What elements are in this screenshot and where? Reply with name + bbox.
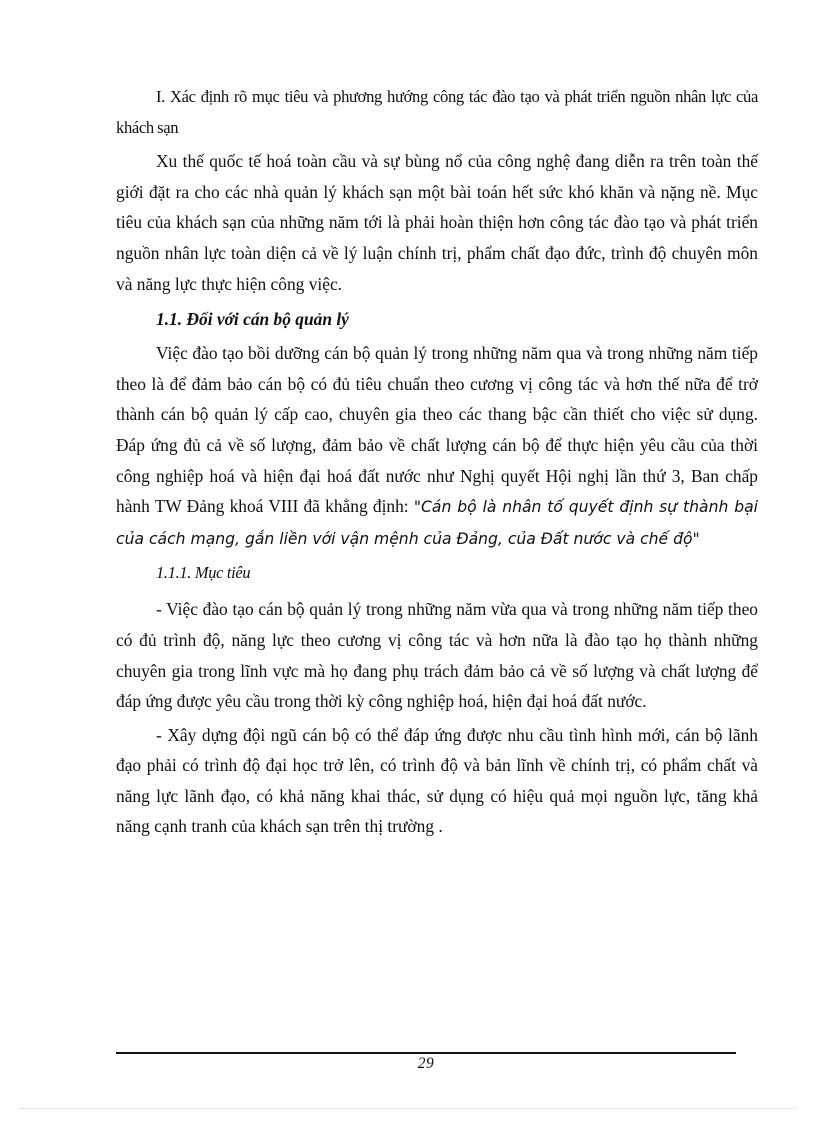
subsection-paragraph: [116, 338, 758, 554]
page-number: 29: [417, 1055, 435, 1072]
subsection-paragraph-lead: Việc đào tạo bồi dưỡng cán bộ quản lý trong những năm qua và trong những năm tiếp theo là để đảm bảo cán bộ có đủ tiêu chuẩn theo cương vị công tác và hơn thế nữa để trở thành cán bộ quản lý cấp cao, chuyên gia theo các thang bậc cần thiết cho việc sử dụng. Đáp ứng đủ cả về số lượng, đảm bảo về chất lượng cán bộ để thực hiện yêu cầu của thời công nghiệp hoá và hiện đại hoá đất nước như Nghị quyết Hội nghị lần thứ 3, Ban chấp hành TW Đảng khoá VIII đã khẳng định:: [116, 343, 758, 517]
intro-paragraph: Xu thế quốc tế hoá toàn cầu và sự bùng nổ của công nghệ đang diễn ra trên toàn thế giới đặt ra cho các nhà quản lý khách sạn một bài toán hết sức khó khăn và nặng nề. Mục tiêu của khách sạn của những năm tới là phải hoàn thiện hơn công tác đào tạo và phát triển nguồn nhân lực toàn diện cả về lý luận chính trị, phẩm chất đạo đức, trình độ chuyên môn và năng lực thực hiện công việc.: [116, 151, 758, 294]
objective-title: 1.1.1. Mục tiêu: [156, 563, 251, 583]
subsection-title: 1.1. Đối với cán bộ quản lý: [156, 309, 349, 330]
page-content: [116, 82, 758, 842]
page-bottom-edge: [20, 1108, 796, 1109]
objective-point-2: - Xây dựng đội ngũ cán bộ có thể đáp ứng được nhu cầu tình hình mới, cán bộ lãnh đạo phải có trình độ đại học trở lên, có trình độ và bản lĩnh về chính trị, có phẩm chất và năng lực lãnh đạo, có khả năng khai thác, sử dụng có hiệu quả mọi nguồn lực, tăng khả năng cạnh tranh của khách sạn trên thị trường .: [116, 724, 758, 837]
section-title: I. Xác định rõ mục tiêu và phương hướng công tác đào tạo và phát triển nguồn nhân lực của khách sạn: [116, 87, 758, 137]
objective-point-1: - Việc đào tạo cán bộ quản lý trong những năm vừa qua và trong những năm tiếp theo có đủ trình độ, năng lực theo cương vị công tác và hơn nữa là đào tạo họ thành những chuyên gia trong lĩnh vực mà họ đang phụ trách đảm bảo cả về số lượng và chất lượng để đáp ứng được yêu cầu trong thời kỳ công nghiệp hoá, hiện đại hoá đất nước.: [116, 599, 758, 712]
subsection-paragraph-quote: "Cán bộ là nhân tố quyết định sự thành bại của cách mạng, gắn liền với vận mệnh của Đảng, của Đất nước và chế độ": [116, 498, 758, 548]
